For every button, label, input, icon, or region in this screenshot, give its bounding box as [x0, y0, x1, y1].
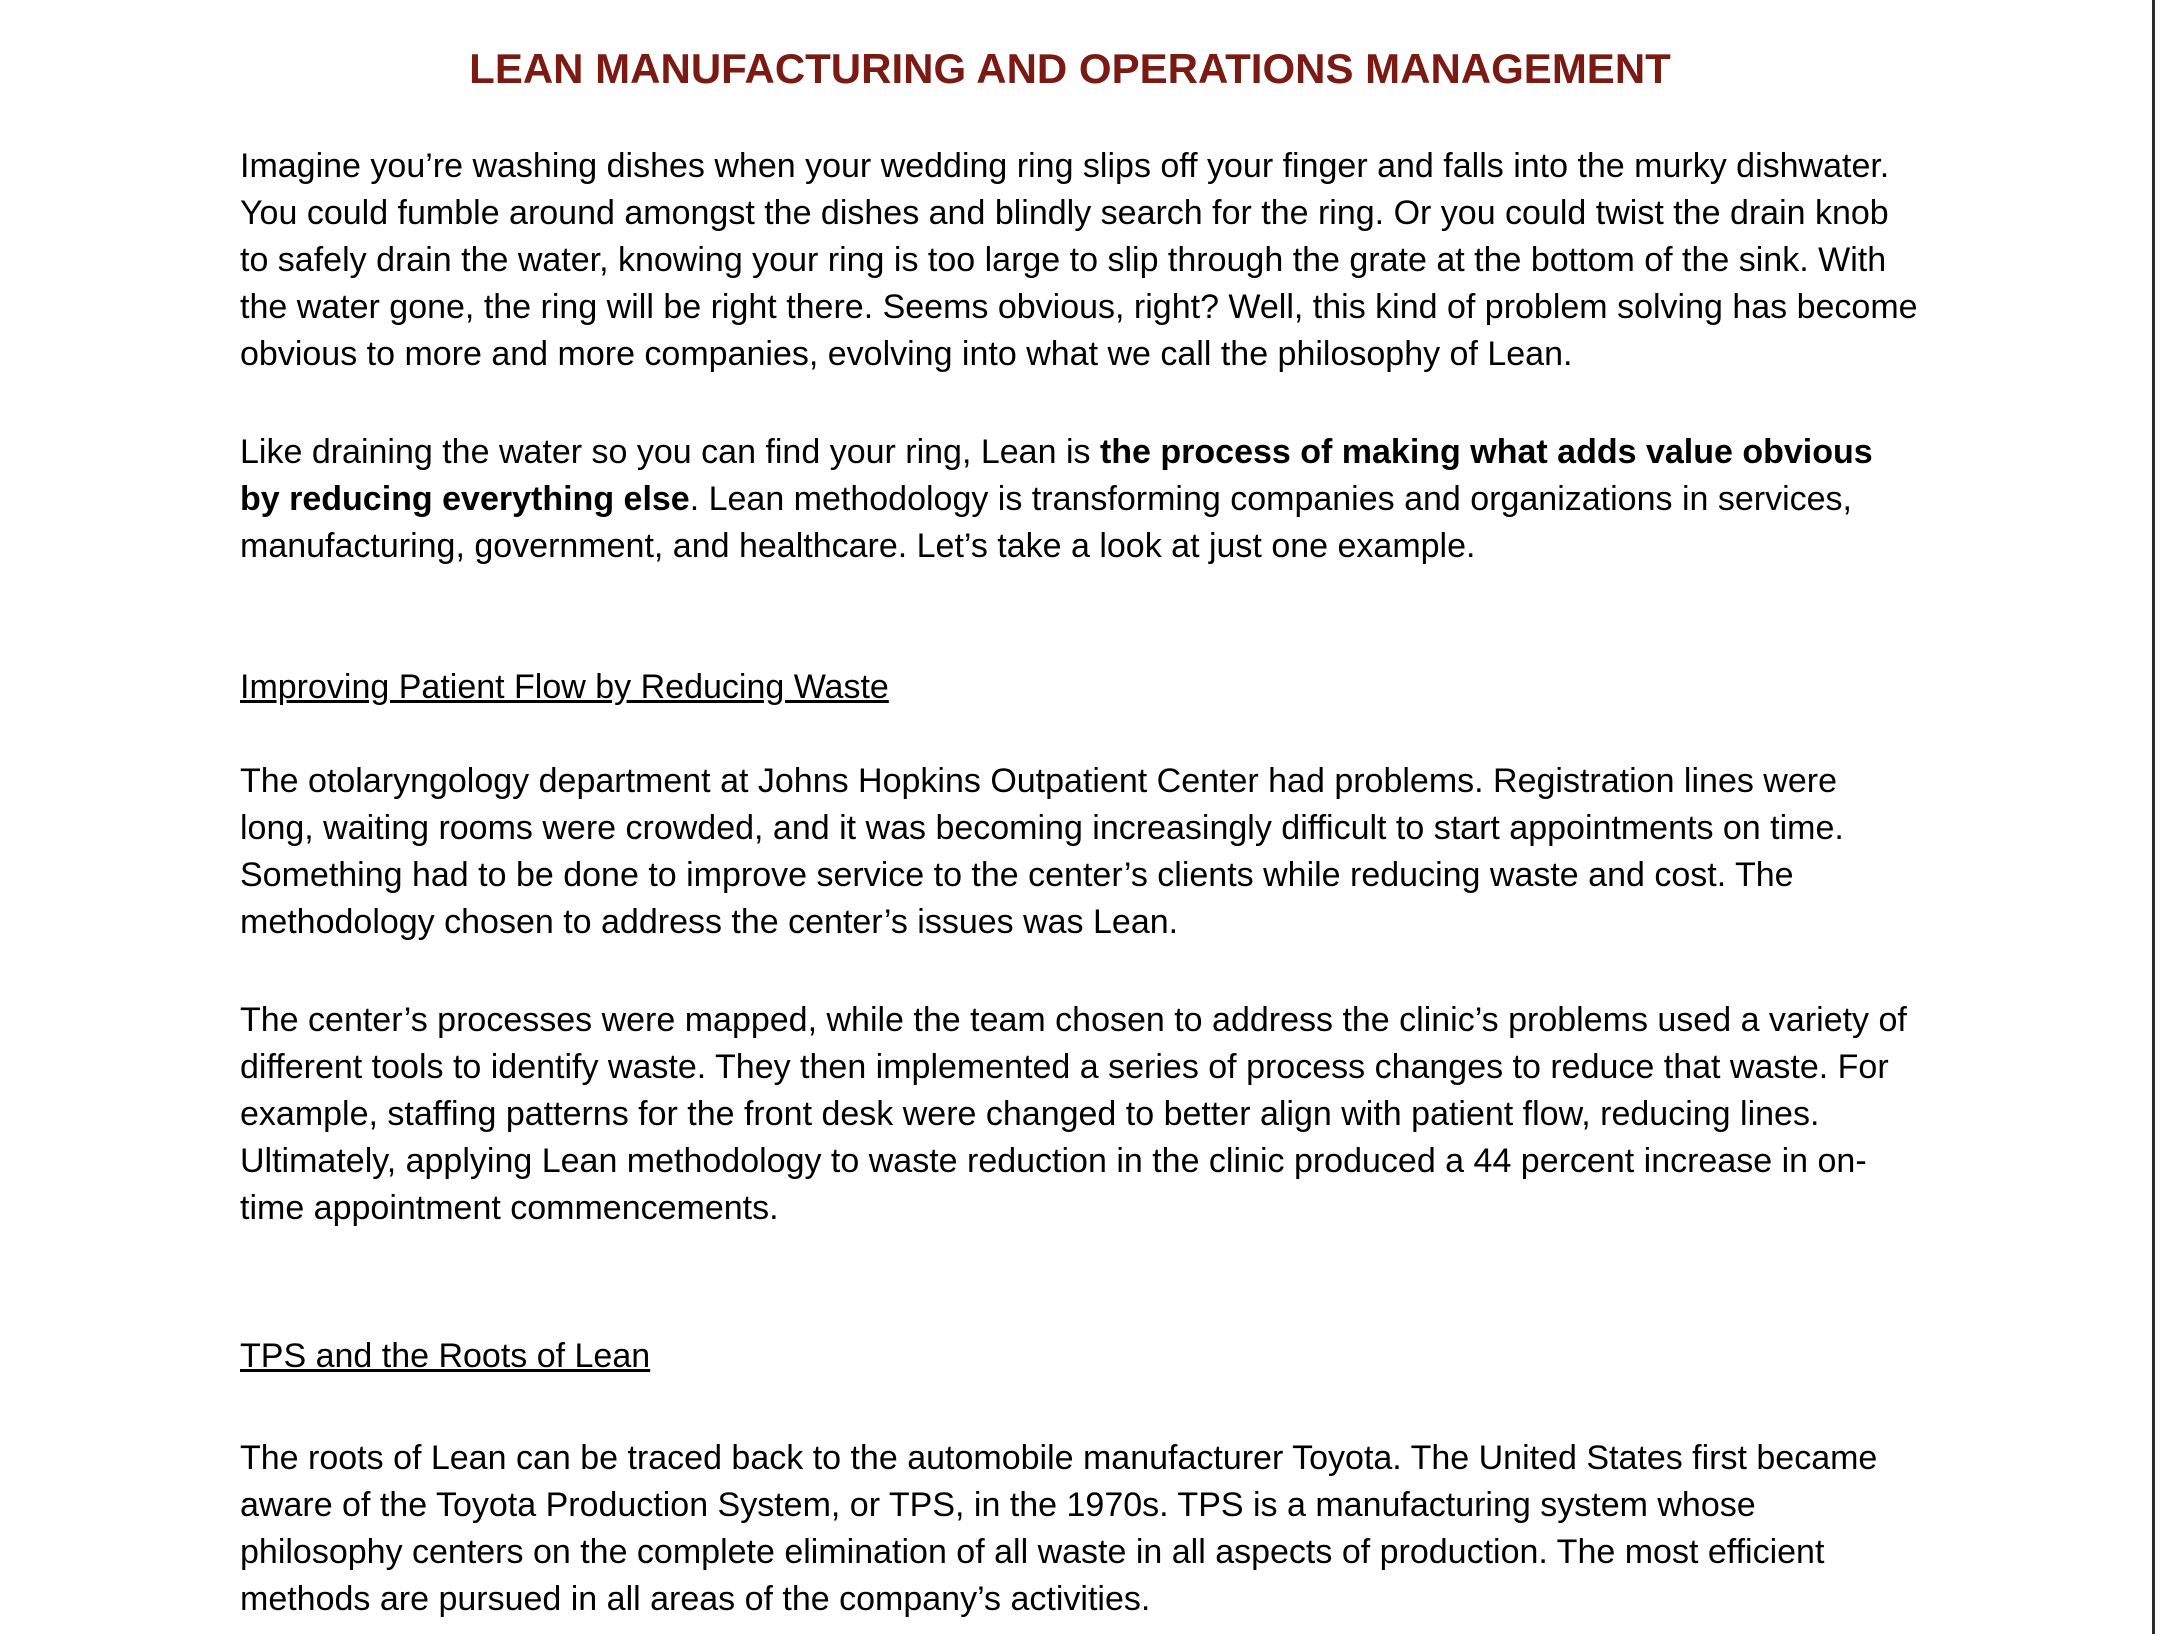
document-body [240, 143, 1920, 1634]
section-heading-tps-roots: TPS and the Roots of Lean [240, 1337, 651, 1375]
definition-text-after: . Lean methodology is transforming companies and organizations in services, manufacturing, government, and healthcare. Let’s take a look at just one example. [240, 480, 1852, 565]
patient-flow-paragraph-2: The center’s processes were mapped, while the team chosen to address the clinic’s problems used a variety of different tools to identify waste. They then implemented a series of process changes to reduce that waste. For example, staffing patterns for the front desk were changed to better align with patient flow, reducing lines. Ultimately, applying Lean methodology to waste reduction in the clinic produced a 44 percent increase in on-time appointment commencements. [240, 1001, 1907, 1227]
page-edge-line [2152, 0, 2155, 1634]
intro-paragraph: Imagine you’re washing dishes when your wedding ring slips off your finger and falls into the murky dishwater. You could fumble around amongst the dishes and blindly search for the ring. Or you could twist the drain knob to safely drain the water, knowing your ring is too large to slip through the grate at the bottom of the sink. With the water gone, the ring will be right there. Seems obvious, right? Well, this kind of problem solving has become obvious to more and more companies, evolving into what we call the philosophy of Lean. [240, 147, 1918, 373]
definition-text-before: Like draining the water so you can find your ring, Lean is [240, 433, 1100, 471]
definition-paragraph [240, 429, 1920, 570]
section-heading-patient-flow: Improving Patient Flow by Reducing Waste [240, 668, 889, 706]
tps-paragraph-1: The roots of Lean can be traced back to the automobile manufacturer Toyota. The United States first became aware of the Toyota Production System, or TPS, in the 1970s. TPS is a manufacturing system whose philosophy centers on the complete elimination of all waste in all aspects of production. The most efficient methods are pursued in all areas of the company’s activities. [240, 1439, 1878, 1618]
document-title: LEAN MANUFACTURING AND OPERATIONS MANAGEMENT [469, 45, 1671, 92]
patient-flow-paragraph-1: The otolaryngology department at Johns Hopkins Outpatient Center had problems. Registration lines were long, waiting rooms were crowded, and it was becoming increasingly difficult to start appointments on time. Something had to be done to improve service to the center’s clients while reducing waste and cost. The methodology chosen to address the center’s issues was Lean. [240, 762, 1844, 941]
definition-bold-text: the process of making what adds value obvious by reducing everything else [240, 433, 1873, 518]
